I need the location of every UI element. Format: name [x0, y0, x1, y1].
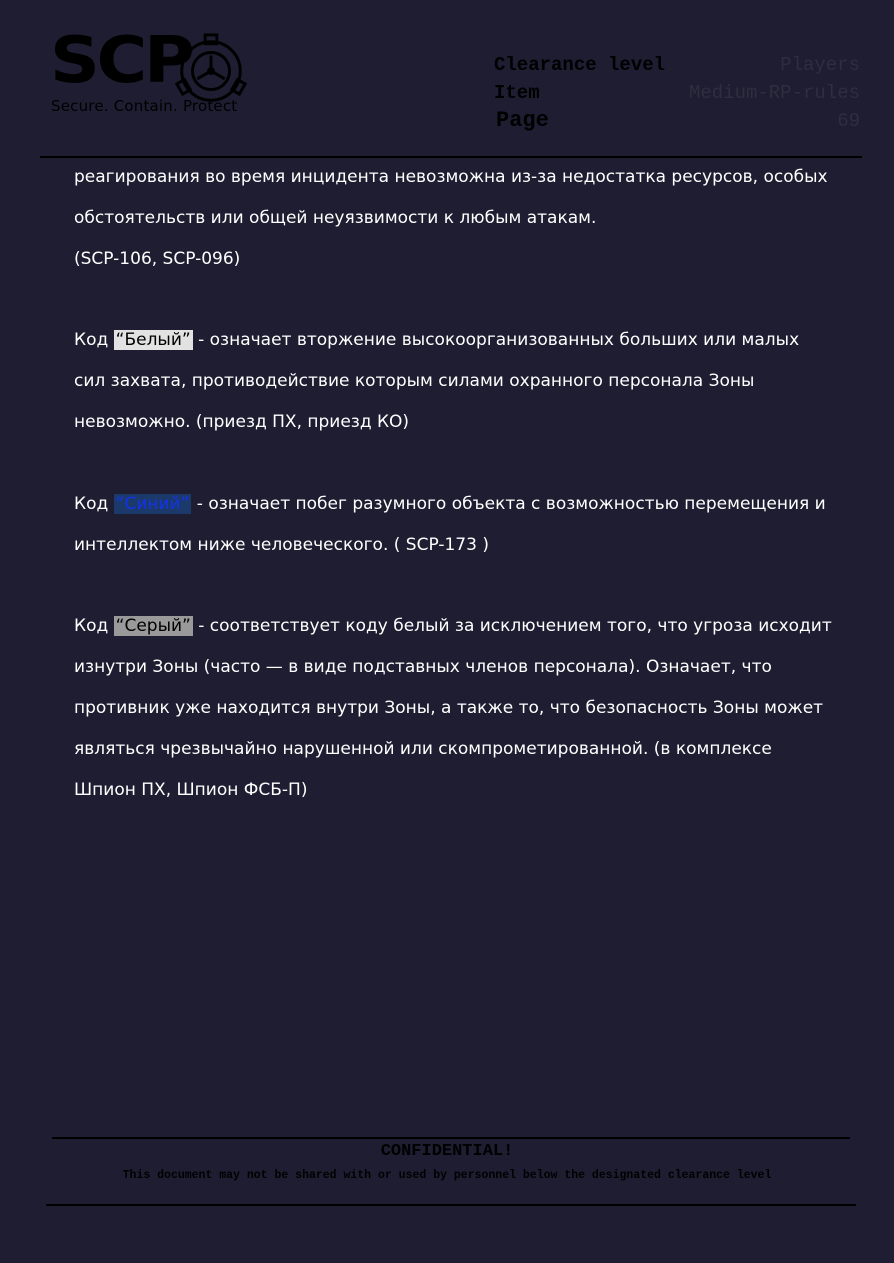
scp-logo [48, 24, 258, 122]
footer-top-divider [52, 1137, 850, 1139]
code-blue-label: “Синий” [115, 493, 190, 514]
clearance-row [494, 53, 860, 81]
code-prefix: Код [74, 330, 114, 351]
code-gray-label: “Серый” [115, 616, 191, 637]
code-white-line [74, 320, 874, 361]
logo-tagline: Secure. Contain. Protect [51, 97, 238, 115]
document-meta [494, 53, 860, 137]
confidential-note: This document may not be shared with or used by personnel below the designated clearance level [122, 1169, 772, 1182]
code-blue-line [74, 484, 874, 525]
document-body [74, 157, 874, 810]
page-row [494, 109, 860, 137]
intro-line: (SCP-106, SCP-096) [74, 248, 241, 269]
page-label: Page [496, 108, 549, 133]
page-number: 69 [837, 110, 860, 132]
code-gray-line: изнутри Зоны (часто — в виде подставных членов персонала). Означает, что [74, 657, 772, 678]
item-row [494, 81, 860, 109]
code-gray-line: противник уже находится внутри Зоны, а также то, что безопасность Зоны может [74, 697, 824, 718]
code-white-line: сил захвата, противодействие которым силами охранного персонала Зоны [74, 371, 755, 392]
intro-line: обстоятельств или общей неуязвимости к любым атакам. [74, 207, 597, 228]
clearance-value: Players [780, 54, 860, 76]
intro-line: реагирования во время инцидента невозможна из-за недостатка ресурсов, особых [74, 167, 828, 187]
paragraph-gap [74, 443, 874, 484]
code-gray-line [74, 606, 874, 647]
code-gray-line: Шпион ПХ, Шпион ФСБ-П) [74, 779, 308, 800]
code-blue-line: интеллектом ниже человеческого. ( SCP-173 ) [74, 534, 489, 555]
code-white-text: - означает вторжение высокоорганизованных больших или малых [192, 330, 800, 351]
footer-bottom-divider [46, 1204, 856, 1206]
logo-wordmark: SCP [50, 24, 192, 98]
code-white-label: “Белый” [115, 330, 191, 351]
code-prefix: Код [74, 616, 114, 637]
confidential-title: CONFIDENTIAL! [380, 1142, 514, 1161]
code-blue-text: - означает побег разумного объекта с возможностью перемещения и [191, 493, 826, 514]
code-gray-text: - соответствует коду белый за исключением того, что угроза исходит [192, 616, 832, 637]
code-white-line: невозможно. (приезд ПХ, приезд КО) [74, 411, 410, 432]
clearance-label: Clearance level [494, 54, 666, 76]
item-value: Medium-RP-rules [688, 82, 860, 104]
item-label: Item [494, 82, 540, 104]
paragraph-gap [74, 279, 874, 320]
paragraph-gap [74, 565, 874, 606]
code-gray-line: являться чрезвычайно нарушенной или скомпрометированной. (в комплексе [74, 738, 772, 759]
code-prefix: Код [74, 493, 114, 514]
